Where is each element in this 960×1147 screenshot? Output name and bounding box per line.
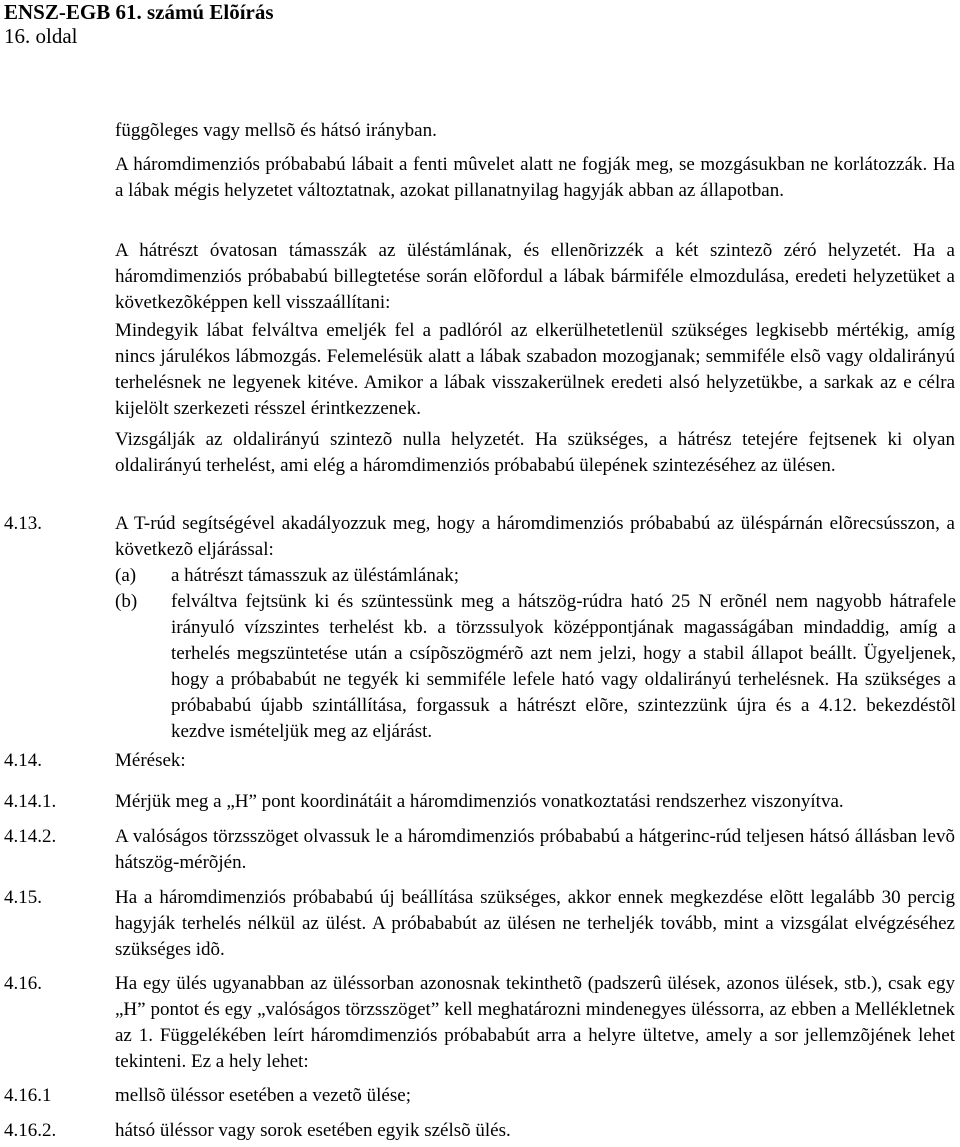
section-number: 4.13.: [4, 513, 42, 534]
list-item-label: (a): [115, 565, 137, 586]
paragraph: Vizsgálják az oldalirányú szintezõ nulla helyzetét. Ha szükséges, a hátrész tetejére fejtsenek ki olyan oldalirányú terhelést, ami elég a háromdimenziós próbababú ülepének szintezéséhez az ülésen.: [115, 429, 955, 476]
paragraph: függõleges vagy mellsõ és hátsó irányban.: [115, 120, 437, 141]
section-text: hátsó üléssor vagy sorok esetében egyik szélsõ ülés.: [115, 1120, 511, 1141]
list-item-text: a hátrészt támasszuk az üléstámlának;: [171, 565, 460, 586]
section-number: 4.16.1: [4, 1085, 52, 1106]
section-text: A valóságos törzsszöget olvassuk le a háromdimenziós próbababú a hátgerinc-rúd teljesen hátsó állásban levõ hátszög-mérõjén.: [115, 826, 955, 873]
page-number: 16. oldal: [4, 24, 78, 48]
section-number: 4.14.2.: [4, 826, 57, 847]
section-text: Ha egy ülés ugyanabban az üléssorban azonosnak tekinthetõ (padszerû ülések, azonos ülések, stb.), csak egy „H” pontot és egy „valóságos törzsszöget” kell meghatározni mindenegyes üléssorra, az ebben a Mellékletnek az 1. Függelékében leírt háromdimenziós próbababút arra a helyre ültetve, amely a sor jellemzõjének lehet tekinteni. Ez a hely lehet:: [115, 973, 955, 1072]
paragraph: A háromdimenziós próbababú lábait a fenti mûvelet alatt ne fogják meg, se mozgásukban ne korlátozzák. Ha a lábak mégis helyzetet változtatnak, azokat pillanatnyilag hagyják abban az állapotban.: [115, 154, 955, 201]
section-text: A T-rúd segítségével akadályozzuk meg, hogy a háromdimenziós próbababú az üléspárnán elõrecsússzon, a következõ eljárással:: [115, 513, 955, 560]
section-text: mellsõ üléssor esetében a vezetõ ülése;: [115, 1085, 411, 1106]
section-number: 4.16.: [4, 973, 42, 994]
section-text: Mérjük meg a „H” pont koordinátáit a háromdimenziós vonatkoztatási rendszerhez viszonyítva.: [115, 791, 844, 812]
list-item-label: (b): [115, 591, 138, 612]
section-text: Mérések:: [115, 750, 186, 771]
paragraph: Mindegyik lábat felváltva emeljék fel a padlóról az elkerülhetetlenül szükséges legkisebb mértékig, amíg nincs járulékos lábmozgás. Felemelésük alatt a lábak szabadon mozogjanak; semmiféle elsõ vagy oldalirányú terhelésnek ne legyenek kitéve. Amikor a lábak visszakerülnek eredeti alsó helyzetükbe, a sarkak az e célra kijelölt szerkezeti résszel érintkezzenek.: [115, 320, 955, 419]
section-number: 4.14.: [4, 750, 42, 771]
section-number: 4.14.1.: [4, 791, 57, 812]
section-number: 4.16.2.: [4, 1120, 57, 1141]
paragraph: A hátrészt óvatosan támasszák az üléstámlának, és ellenõrizzék a két szintezõ zéró helyzetét. Ha a háromdimenziós próbababú billegtetése során elõfordul a lábak bármiféle elmozdulása, eredeti helyzetüket a következõképpen kell visszaállítani:: [115, 240, 955, 313]
section-number: 4.15.: [4, 887, 42, 908]
list-item-text: felváltva fejtsünk ki és szüntessünk meg a hátszög-rúdra ható 25 N erõnél nem nagyobb hátrafele irányuló vízszintes terhelést kb. a törzssulyok középpontjának magasságában mindaddig, amíg a terhelés megszüntetése után a csípõszögmérõ azt nem jelzi, hogy a stabil állapot beállt. Ügyeljenek, hogy a próbababút ne tegyék ki semmiféle lefele ható vagy oldalirányú terhelésnek. Ha szükséges a próbababú újabb szintállítása, forgassuk a hátrészt elõre, szintezzünk újra és a 4.12. bekezdéstõl kezdve ismételjük meg az eljárást.: [171, 591, 956, 742]
document-title: ENSZ-EGB 61. számú Elõírás: [4, 0, 274, 24]
section-text: Ha a háromdimenziós próbababú új beállítása szükséges, akkor ennek megkezdése elõtt legalább 30 percig hagyják terhelés nélkül az ülést. A próbababút az ülésen ne terheljék tovább, mint a vizsgálat elvégzéséhez szükséges idõ.: [115, 887, 955, 960]
